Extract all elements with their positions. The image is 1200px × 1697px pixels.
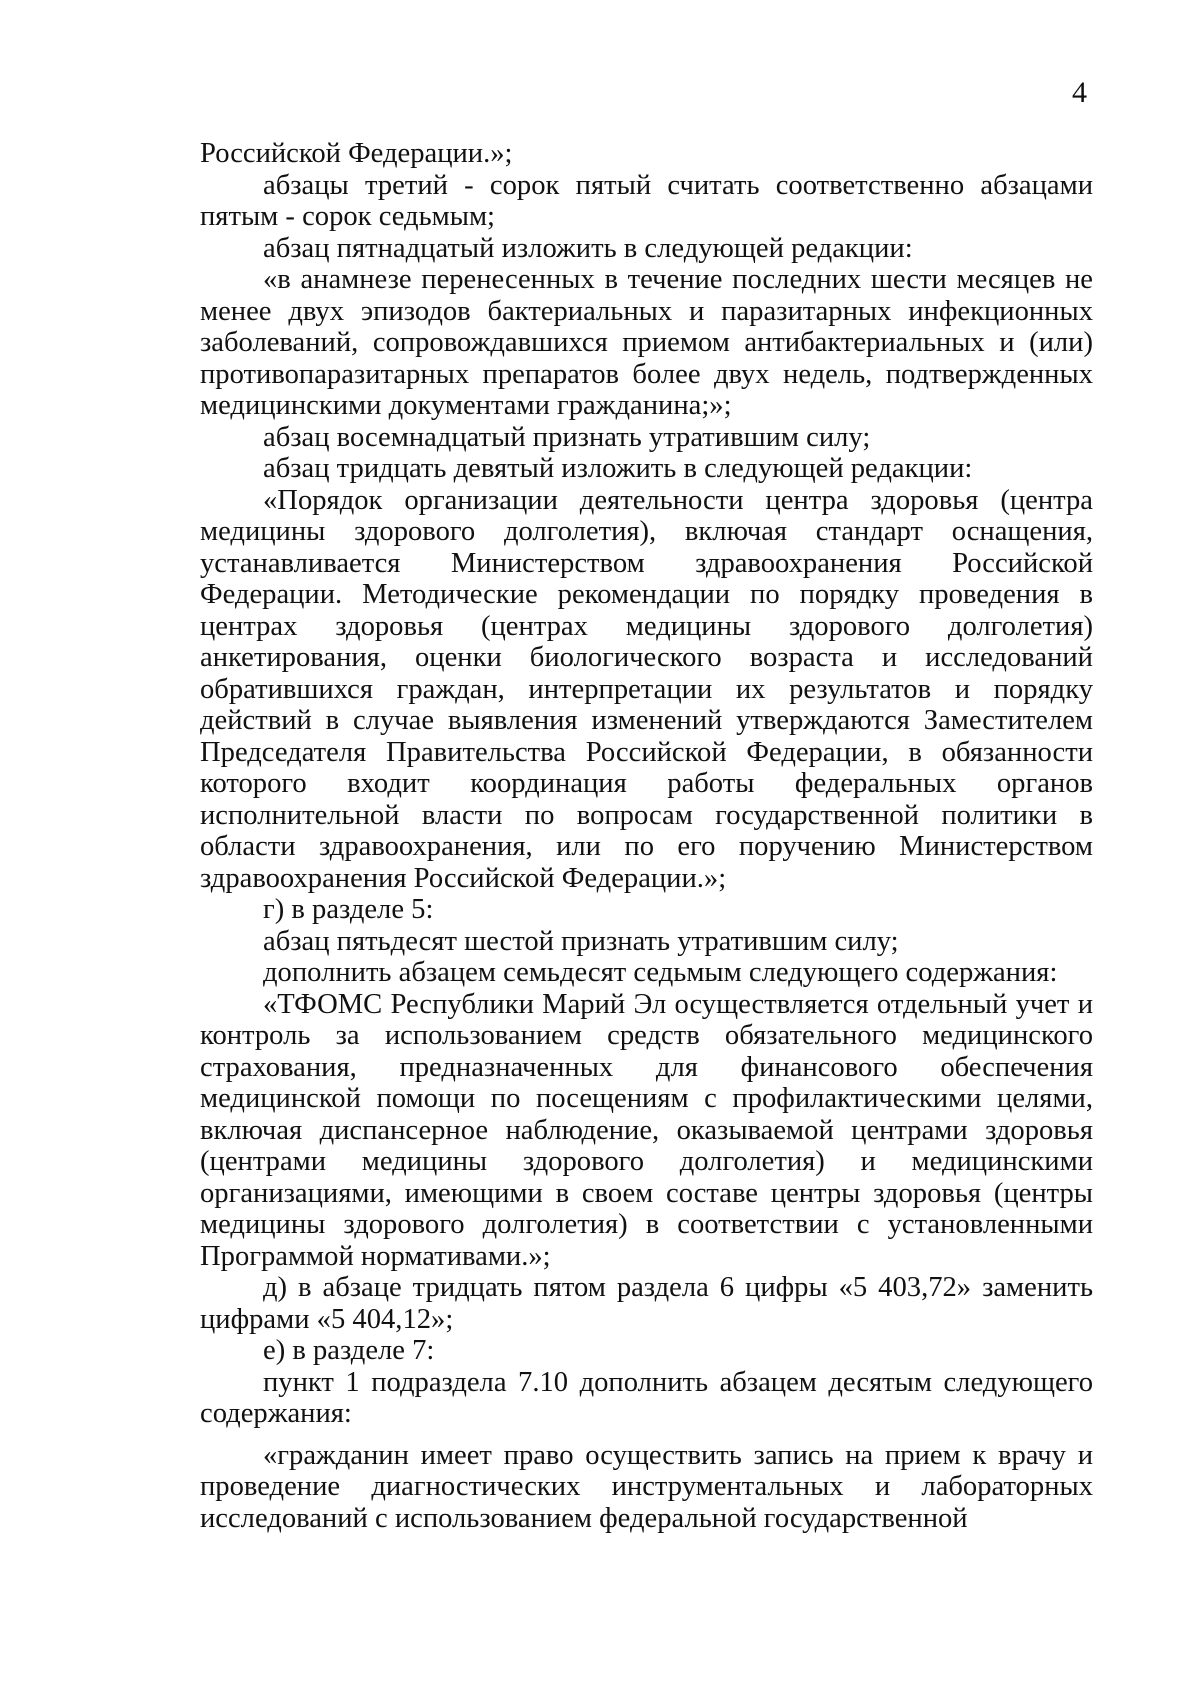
- quoted-paragraph: «Порядок организации деятельности центра здоровья (центра медицины здорового долголетия), включая стандарт оснащения, устанавливается Министерством здравоохранения Российской Федерации. Методические рекомендации по порядку проведения в центрах здоровья (центрах медицины здорового долголетия) анкетирования, оценки биологического возраста и исследований обратившихся граждан, интерпретации их результатов и порядку действий в случае выявления изменений утверждаются Заместителем Председателя Правительства Российской Федерации, в обязанности которого входит координация работы федеральных органов исполнительной власти по вопросам государственной политики в области здравоохранения, или по его поручению Министерством здравоохранения Российской Федерации.»;: [200, 484, 1093, 894]
- paragraph: абзац тридцать девятый изложить в следующей редакции:: [263, 453, 973, 484]
- paragraph: д) в абзаце тридцать пятом раздела 6 цифры «5 403,72» заменить цифрами «5 404,12»;: [200, 1272, 1093, 1335]
- document-body: [200, 138, 1093, 1534]
- paragraph: абзац пятнадцатый изложить в следующей редакции:: [263, 232, 913, 264]
- page-number: 4: [1072, 76, 1087, 109]
- paragraph: Российской Федерации.»;: [200, 138, 513, 169]
- quoted-paragraph: «в анамнезе перенесенных в течение последних шести месяцев не менее двух эпизодов бактериальных и паразитарных инфекционных заболеваний, сопровождавшихся приемом антибактериальных и (или) противопаразитарных препаратов более двух недель, подтвержденных медицинскими документами гражданина;»;: [200, 264, 1093, 421]
- paragraph: дополнить абзацем семьдесят седьмым следующего содержания:: [263, 957, 1058, 988]
- paragraph: абзацы третий - сорок пятый считать соответственно абзацами пятым - сорок седьмым;: [200, 169, 1093, 232]
- paragraph: абзац восемнадцатый признать утратившим силу;: [263, 421, 871, 453]
- paragraph: пункт 1 подраздела 7.10 дополнить абзацем десятым следующего содержания:: [200, 1366, 1093, 1429]
- paragraph: абзац пятьдесят шестой признать утратившим силу;: [263, 925, 899, 957]
- paragraph: г) в разделе 5:: [263, 894, 434, 925]
- quoted-paragraph: «гражданин имеет право осуществить запись на прием к врачу и проведение диагностических инструментальных и лабораторных исследований с использованием федеральной государственной: [200, 1439, 1093, 1534]
- paragraph: е) в разделе 7:: [263, 1335, 435, 1366]
- quoted-paragraph: «ТФОМС Республики Марий Эл осуществляется отдельный учет и контроль за использованием средств обязательного медицинского страхования, предназначенных для финансового обеспечения медицинской помощи по посещениям с профилактическими целями, включая диспансерное наблюдение, оказываемой центрами здоровья (центрами медицины здорового долголетия) и медицинскими организациями, имеющими в своем составе центры здоровья (центры медицины здорового долголетия) в соответствии с установленными Программой нормативами.»;: [200, 988, 1093, 1272]
